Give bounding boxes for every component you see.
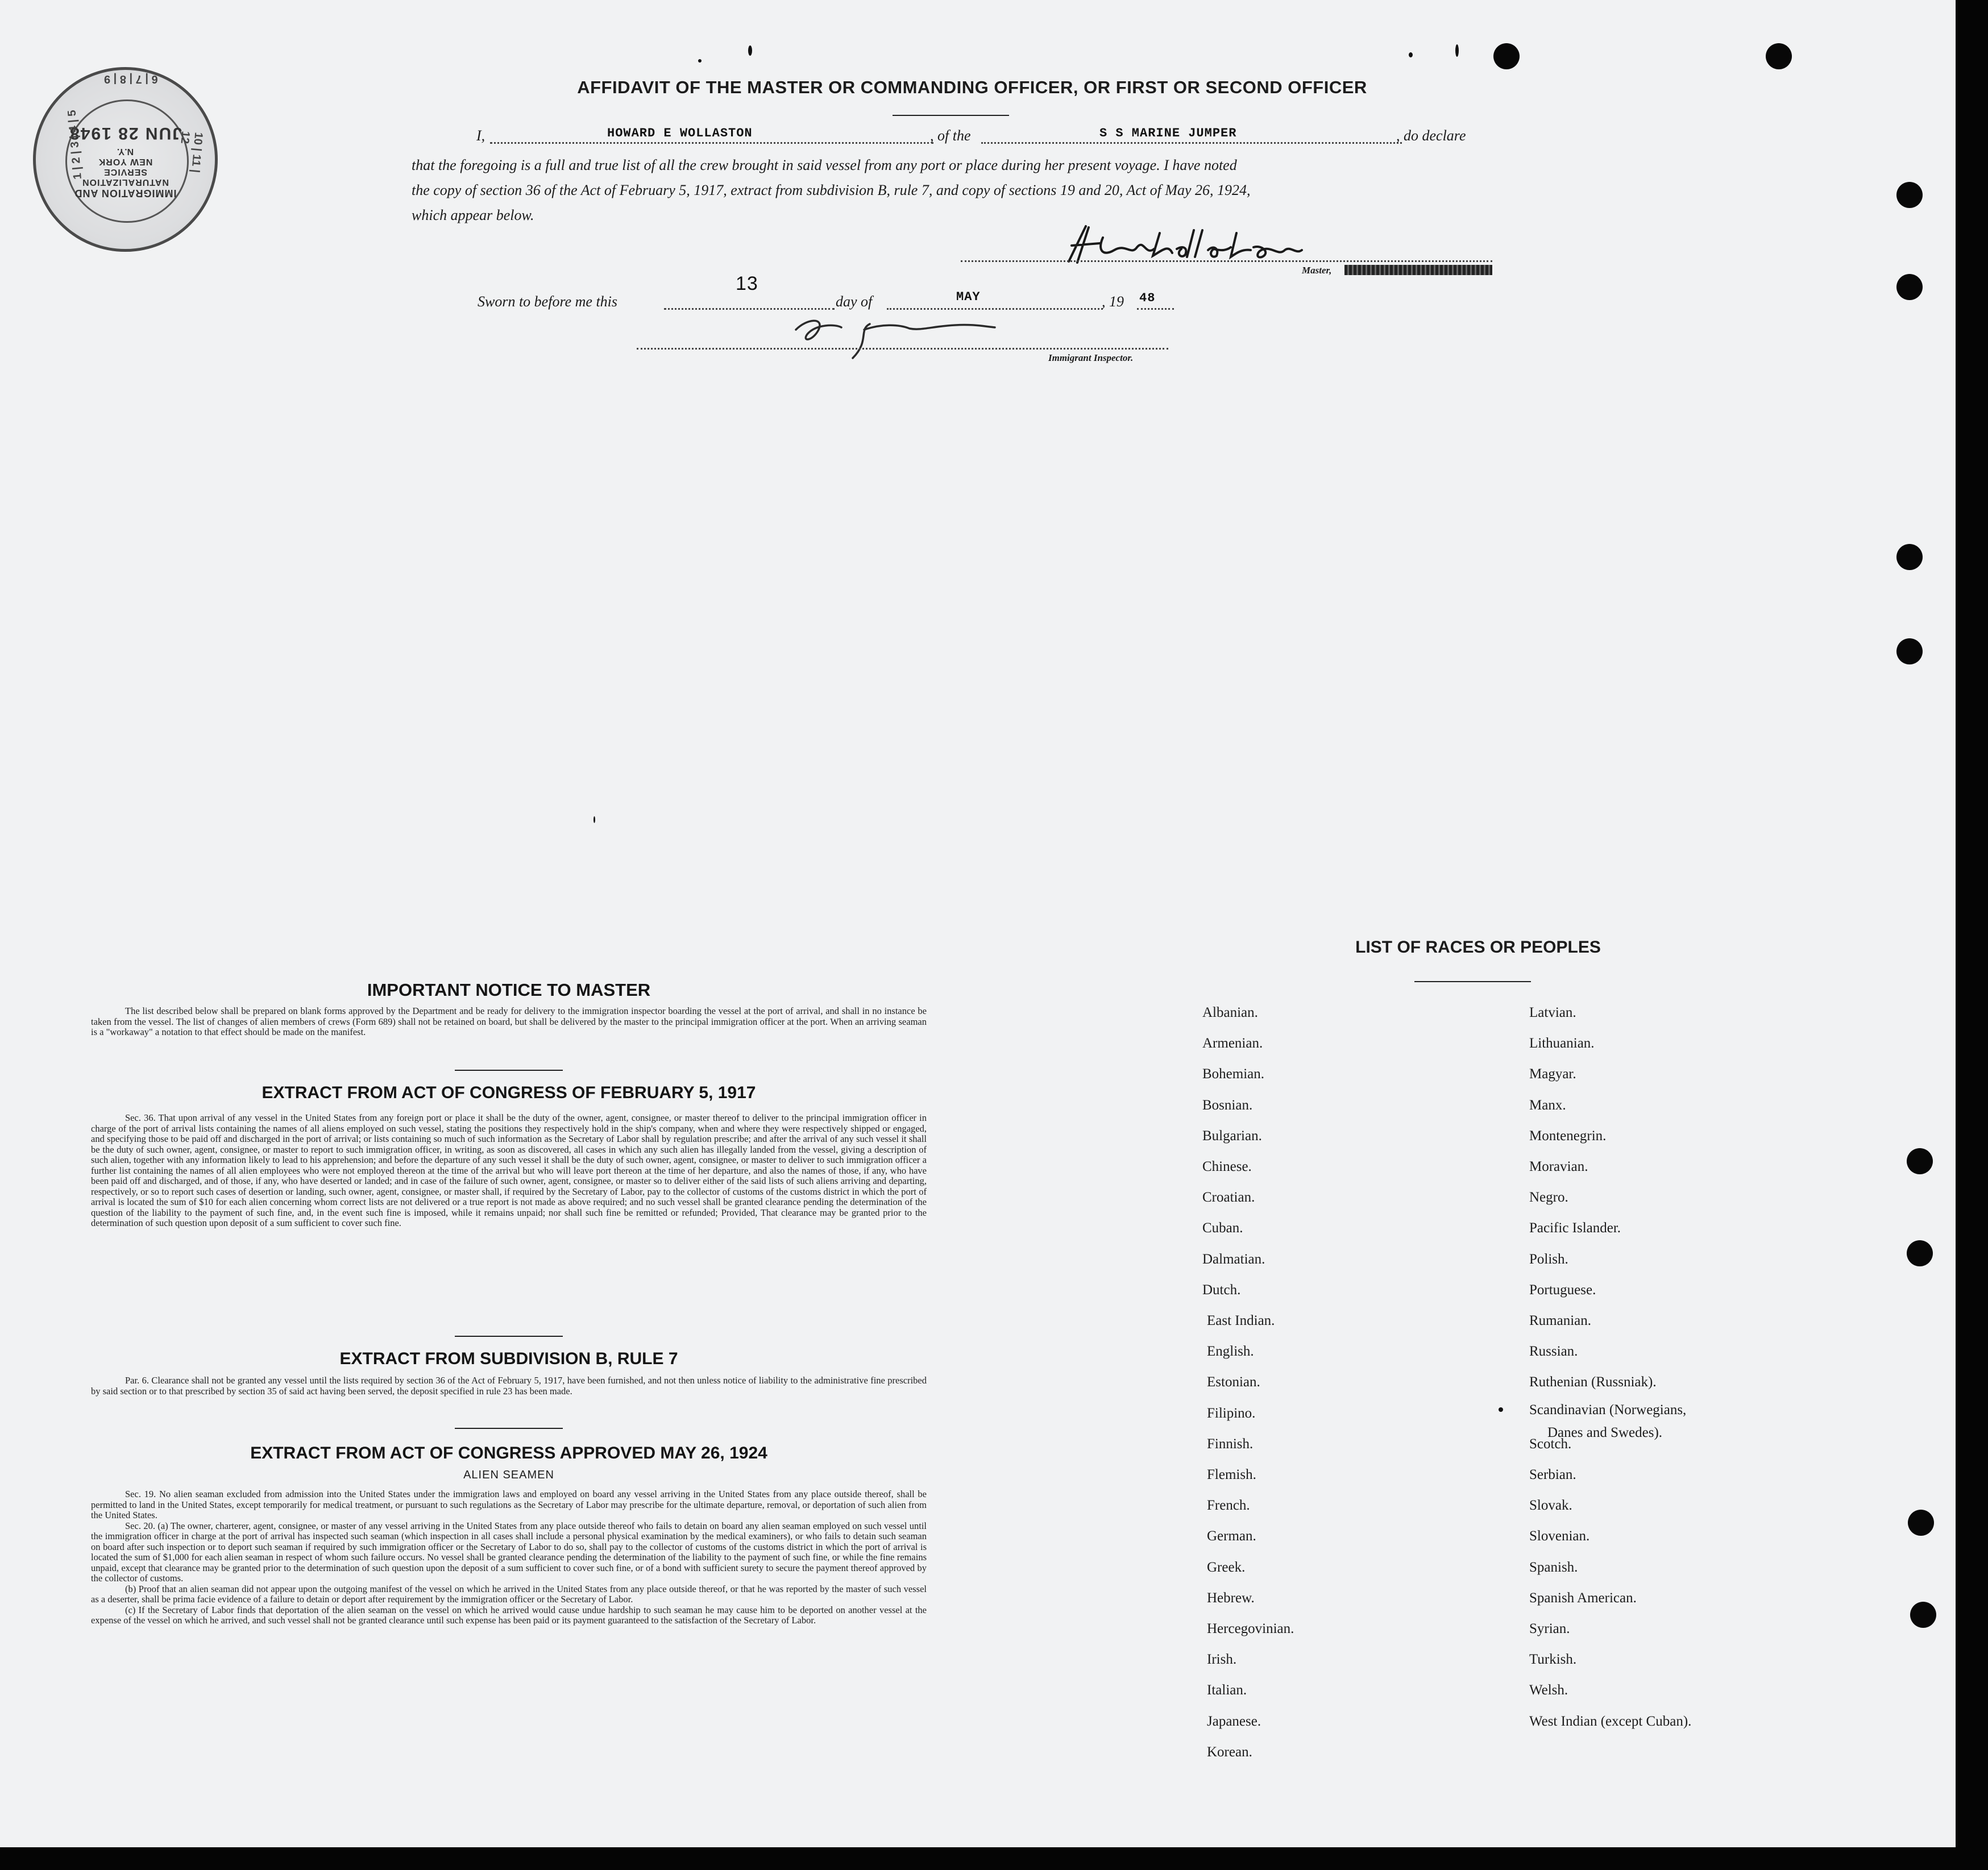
stamp-line-2: NATURALIZATION — [82, 177, 169, 187]
race-item: Syrian. — [1529, 1621, 1570, 1636]
race-item: Russian. — [1529, 1344, 1578, 1360]
race-item: Slovak. — [1529, 1498, 1572, 1514]
inspector-label: Immigrant Inspector. — [1048, 352, 1134, 363]
race-item: Latvian. — [1529, 1005, 1576, 1020]
stamp-line-4: NEW YORK — [98, 157, 153, 167]
stamp-dial-digits: 10 | 11 | 12 — [178, 130, 205, 173]
race-item: Bosnian. — [1202, 1097, 1253, 1113]
punch-hole — [1896, 638, 1923, 664]
race-item: Filipino. — [1207, 1405, 1256, 1421]
stamp-line-3: SERVICE — [103, 167, 147, 177]
affidavit-body-line-1: that the foregoing is a full and true list of all the crew brought in said vessel from any port or place during her present voyage. I have noted — [412, 157, 1237, 173]
race-item: German. — [1207, 1528, 1256, 1544]
race-item: Chinese. — [1202, 1159, 1252, 1174]
sec-20a-paragraph: Sec. 20. (a) The owner, charterer, agent, consignee, or master of any vessel arriving in the United States from any place outside thereof who fails to detain on board any alien seaman employed on such vessel until the immigration officer in charge at the port of arrival has inspected such seaman (which inspection in all cases shall include a personal physical examination by the medical examiners), or who fails to detain such seaman on board after such inspection or to deport such seaman if required by such immigration officer or the Secretary of Labor to do so, shall pay to the collector of customs of the customs district in which the port of arrival is located the sum of $1,000 for each alien seaman in respect of whom such failure occurs. No vessel shall be granted clearance pending the determination of the liability to the payment of such fine, or while the fine remains unpaid, except that clearance may be granted prior to the determination of such question upon the deposit of a sum sufficient to cover such fine, or of a bond with sufficient surety to secure the payment thereof approved by the collector of customs. — [91, 1520, 927, 1584]
race-item: Lithuanian. — [1529, 1036, 1595, 1052]
notice-title: IMPORTANT NOTICE TO MASTER — [367, 980, 651, 1000]
race-item: Korean. — [1207, 1744, 1252, 1760]
race-item: West Indian (except Cuban). — [1529, 1713, 1692, 1729]
punch-hole — [1910, 1602, 1936, 1628]
punch-hole — [1493, 43, 1520, 69]
race-item: Magyar. — [1529, 1066, 1576, 1082]
name-dotted-line — [490, 142, 933, 144]
inspector-signature-line — [637, 348, 1168, 350]
race-item: Bulgarian. — [1202, 1128, 1262, 1144]
race-item: Moravian. — [1529, 1159, 1588, 1174]
race-item: Portuguese. — [1529, 1282, 1596, 1298]
race-item: French. — [1207, 1498, 1250, 1514]
punch-hole — [1896, 544, 1923, 570]
vessel-name-field: S S MARINE JUMPER — [1099, 126, 1237, 140]
punch-hole — [1896, 274, 1923, 300]
punch-hole — [1766, 43, 1792, 69]
race-item: Welsh. — [1529, 1682, 1568, 1698]
race-item: Danes and Swedes). — [1547, 1424, 1663, 1440]
speck — [1409, 52, 1413, 57]
title-rule — [893, 115, 1009, 116]
race-item: Spanish American. — [1529, 1590, 1637, 1606]
punch-hole — [1908, 1510, 1934, 1536]
sec-19-paragraph: Sec. 19. No alien seaman excluded from admission into the United States under the immigration laws and employed on board any vessel arriving in the United States from any place outside thereof, shall be permitted to land in the United States, except temporarily for medical treatment, or pursuant to such regulations as the Secretary of Labor may prescribe for the ultimate departure, removal, or deportation of such alien from the United States. — [91, 1489, 927, 1520]
extract-1917-text — [91, 1113, 927, 1229]
race-item: Japanese. — [1207, 1713, 1261, 1729]
extract-rule7-title: EXTRACT FROM SUBDIVISION B, RULE 7 — [339, 1349, 678, 1368]
race-item: Serbian. — [1529, 1467, 1576, 1482]
master-name-field: HOWARD E WOLLASTON — [607, 126, 753, 140]
race-item: Scandinavian (Norwegians, — [1529, 1402, 1687, 1418]
notice-text — [91, 1006, 927, 1038]
section-rule — [455, 1428, 563, 1429]
race-item: Estonian. — [1207, 1374, 1260, 1390]
extract-1917-title: EXTRACT FROM ACT OF CONGRESS OF FEBRUARY 5, 1917 — [262, 1083, 756, 1102]
sworn-day-field: 13 — [736, 273, 758, 294]
master-signature — [1046, 222, 1342, 273]
section-rule — [455, 1070, 563, 1071]
year-prefix-label: , 19 — [1102, 293, 1124, 310]
extract-rule7-paragraph: Par. 6. Clearance shall not be granted any vessel until the lists required by section 36 of the Act of February 5, 1917, have been furnished, and not then unless notice of liability to the administrative fine prescribed by said section or to that prescribed by section 35 of said act having been served, the deposit specified in rule 23 has been made. — [91, 1375, 927, 1397]
master-label: Master, — [1302, 265, 1332, 276]
sec-20c-paragraph: (c) If the Secretary of Labor finds that deportation of the alien seaman on the vessel on which he arrived would cause undue hardship to such seaman he may cause him to be deported on another vessel at the expense of the vessel on which he arrived, and such vessel shall not be granted clearance until such expense has been paid or its payment guaranteed to the satisfaction of the Secretary of Labor. — [91, 1604, 927, 1626]
stamp-line-1: IMMIGRATION AND — [74, 188, 177, 199]
race-item: Spanish. — [1529, 1559, 1578, 1575]
race-item: East Indian. — [1207, 1313, 1275, 1328]
race-item: Manx. — [1529, 1097, 1566, 1113]
race-item: Montenegrin. — [1529, 1128, 1607, 1144]
race-item: Bohemian. — [1202, 1066, 1265, 1082]
race-item: Flemish. — [1207, 1467, 1256, 1482]
race-item: Croatian. — [1202, 1190, 1255, 1206]
scan-border-right — [1956, 0, 1988, 1870]
race-item: Dutch. — [1202, 1282, 1241, 1298]
race-item: Greek. — [1207, 1559, 1246, 1575]
speck — [594, 816, 595, 823]
affidavit-title: AFFIDAVIT OF THE MASTER OR COMMANDING OFFICER, OR FIRST OR SECOND OFFICER — [577, 77, 1367, 97]
race-item: Irish. — [1207, 1652, 1237, 1668]
race-item: Pacific Islander. — [1529, 1220, 1621, 1236]
race-item: Scotch. — [1529, 1436, 1572, 1452]
inspector-signature — [785, 307, 1012, 364]
punch-hole — [1907, 1148, 1933, 1174]
race-item: Hebrew. — [1207, 1590, 1255, 1606]
scan-border-bottom — [0, 1847, 1988, 1870]
stamp-dial-digits: 1 | 2 | 3 | 4 | 5 — [65, 109, 85, 180]
notice-paragraph: The list described below shall be prepared on blank forms approved by the Department and be ready for delivery to the immigration inspector boarding the vessel at the port of arrival, and shall in no instance be taken from the vessel. The list of changes of alien members of crews (Form 689) shall not be retained on board, but shall be delivered by the master to the principal immigration officer at the port. When an arriving seaman is a "workaway" a notation to that effect should be made on the manifest. — [91, 1005, 927, 1037]
race-item: Polish. — [1529, 1251, 1568, 1267]
speck — [1499, 1407, 1503, 1412]
extract-1924-title: EXTRACT FROM ACT OF CONGRESS APPROVED MAY 26, 1924 — [250, 1444, 767, 1462]
extract-1917-paragraph: Sec. 36. That upon arrival of any vessel in the United States from any foreign port or place it shall be the duty of the owner, agent, consignee, or master thereof to deliver to the principal immigration officer in charge of the port of arrival lists containing the names of all aliens employed on such vessel, stating the positions they respectively hold in the ship's company, when and where they were respectively shipped or engaged, and specifying those to be paid off and discharged in the port of arrival; or lists containing so much of such information as the Secretary of Labor shall by regulation prescribe; and after the arrival of any such vessel it shall be the duty of such owner, agent, consignee, or master to report to such immigration officer, in writing, as soon as discovered, all cases in which any such alien has illegally landed from the vessel, giving a description of such alien, together with any information likely to lead to his apprehension; and before the departure of any such vessel it shall be the duty of such owner, agent, consignee, or master to deliver to such immigration officer a further list containing the names of all alien employees who were not employed thereon at the time of the arrival but who will leave port thereon at the time of her departure, and also the names of those, if any, who have been paid off and discharged, and of those, if any, who have deserted or landed; and in case of the failure of such owner, agent, consignee, or master so to deliver either of the said lists of such aliens arriving and departing, respectively, or so to report such cases of desertion or landing, such owner, agent, consignee, or master shall, if required by the Secretary of Labor, pay to the collector of customs of the customs district in which the port of arrival is located the sum of $10 for each alien concerning whom correct lists are not delivered or a true report is not made as above required; and no such vessel shall be granted clearance pending the determination of the question of the liability to the payment of such fine, and, in the event such fine is imposed, while it remains unpaid; nor shall such fine be remitted or refunded; Provided, That clearance may be granted prior to the determination of such question upon deposit of a sum sufficient to cover such fine. — [91, 1112, 927, 1228]
race-item: Slovenian. — [1529, 1528, 1590, 1544]
affidavit-body-line-3: which appear below. — [412, 207, 534, 223]
section-rule — [455, 1336, 563, 1337]
i-label: I, — [476, 127, 485, 144]
race-item: Turkish. — [1529, 1652, 1577, 1668]
do-declare-label: , do declare — [1396, 127, 1466, 144]
extract-1924-text — [91, 1489, 927, 1626]
race-item: Rumanian. — [1529, 1313, 1592, 1328]
sworn-year-field: 48 — [1139, 291, 1156, 305]
race-item: Ruthenian (Russniak). — [1529, 1374, 1657, 1390]
immigration-stamp — [33, 67, 218, 252]
speck — [1455, 44, 1459, 57]
punch-hole — [1896, 182, 1923, 208]
extract-rule7-text — [91, 1376, 927, 1397]
race-item: Hercegovinian. — [1207, 1621, 1294, 1636]
races-title-rule — [1414, 981, 1531, 982]
day-of-label: day of — [836, 293, 873, 310]
extract-1924-subtitle: ALIEN SEAMEN — [463, 1469, 554, 1481]
stamp-line-5: N.Y. — [117, 147, 134, 156]
master-signature-line — [961, 260, 1492, 262]
race-item: English. — [1207, 1344, 1254, 1360]
struck-out-title — [1344, 265, 1492, 275]
race-item: Cuban. — [1202, 1220, 1243, 1236]
stamp-dial-digits: 6 | 7 | 8 | 9 — [104, 73, 158, 85]
speck — [698, 59, 702, 63]
stamp-date: JUN 28 1948 — [69, 124, 182, 143]
races-title: LIST OF RACES OR PEOPLES — [1355, 938, 1601, 957]
race-item: Negro. — [1529, 1190, 1568, 1206]
speck — [748, 45, 752, 56]
race-item: Finnish. — [1207, 1436, 1254, 1452]
sworn-month-field: MAY — [956, 290, 981, 304]
race-item: Dalmatian. — [1202, 1251, 1265, 1267]
race-item: Albanian. — [1202, 1005, 1258, 1020]
vessel-dotted-line — [981, 142, 1402, 144]
sec-20b-paragraph: (b) Proof that an alien seaman did not appear upon the outgoing manifest of the vessel on which he arrived in the United States from any place outside thereof, or that he was reported by the master of such vessel as a deserter, shall be prima facie evidence of a failure to detain or deport after requirement by the immigration officer or the Secretary of Labor. — [91, 1583, 927, 1605]
sworn-label: Sworn to before me this — [478, 293, 618, 310]
race-item: Italian. — [1207, 1682, 1247, 1698]
sworn-year-line — [1137, 308, 1174, 310]
punch-hole — [1907, 1240, 1933, 1266]
race-item: Armenian. — [1202, 1036, 1263, 1052]
affidavit-body-line-2: the copy of section 36 of the Act of February 5, 1917, extract from subdivision B, rule 7, and copy of sections 19 and 20, Act of May 26, 1924, — [412, 182, 1251, 198]
of-the-label: , of the — [930, 127, 971, 144]
